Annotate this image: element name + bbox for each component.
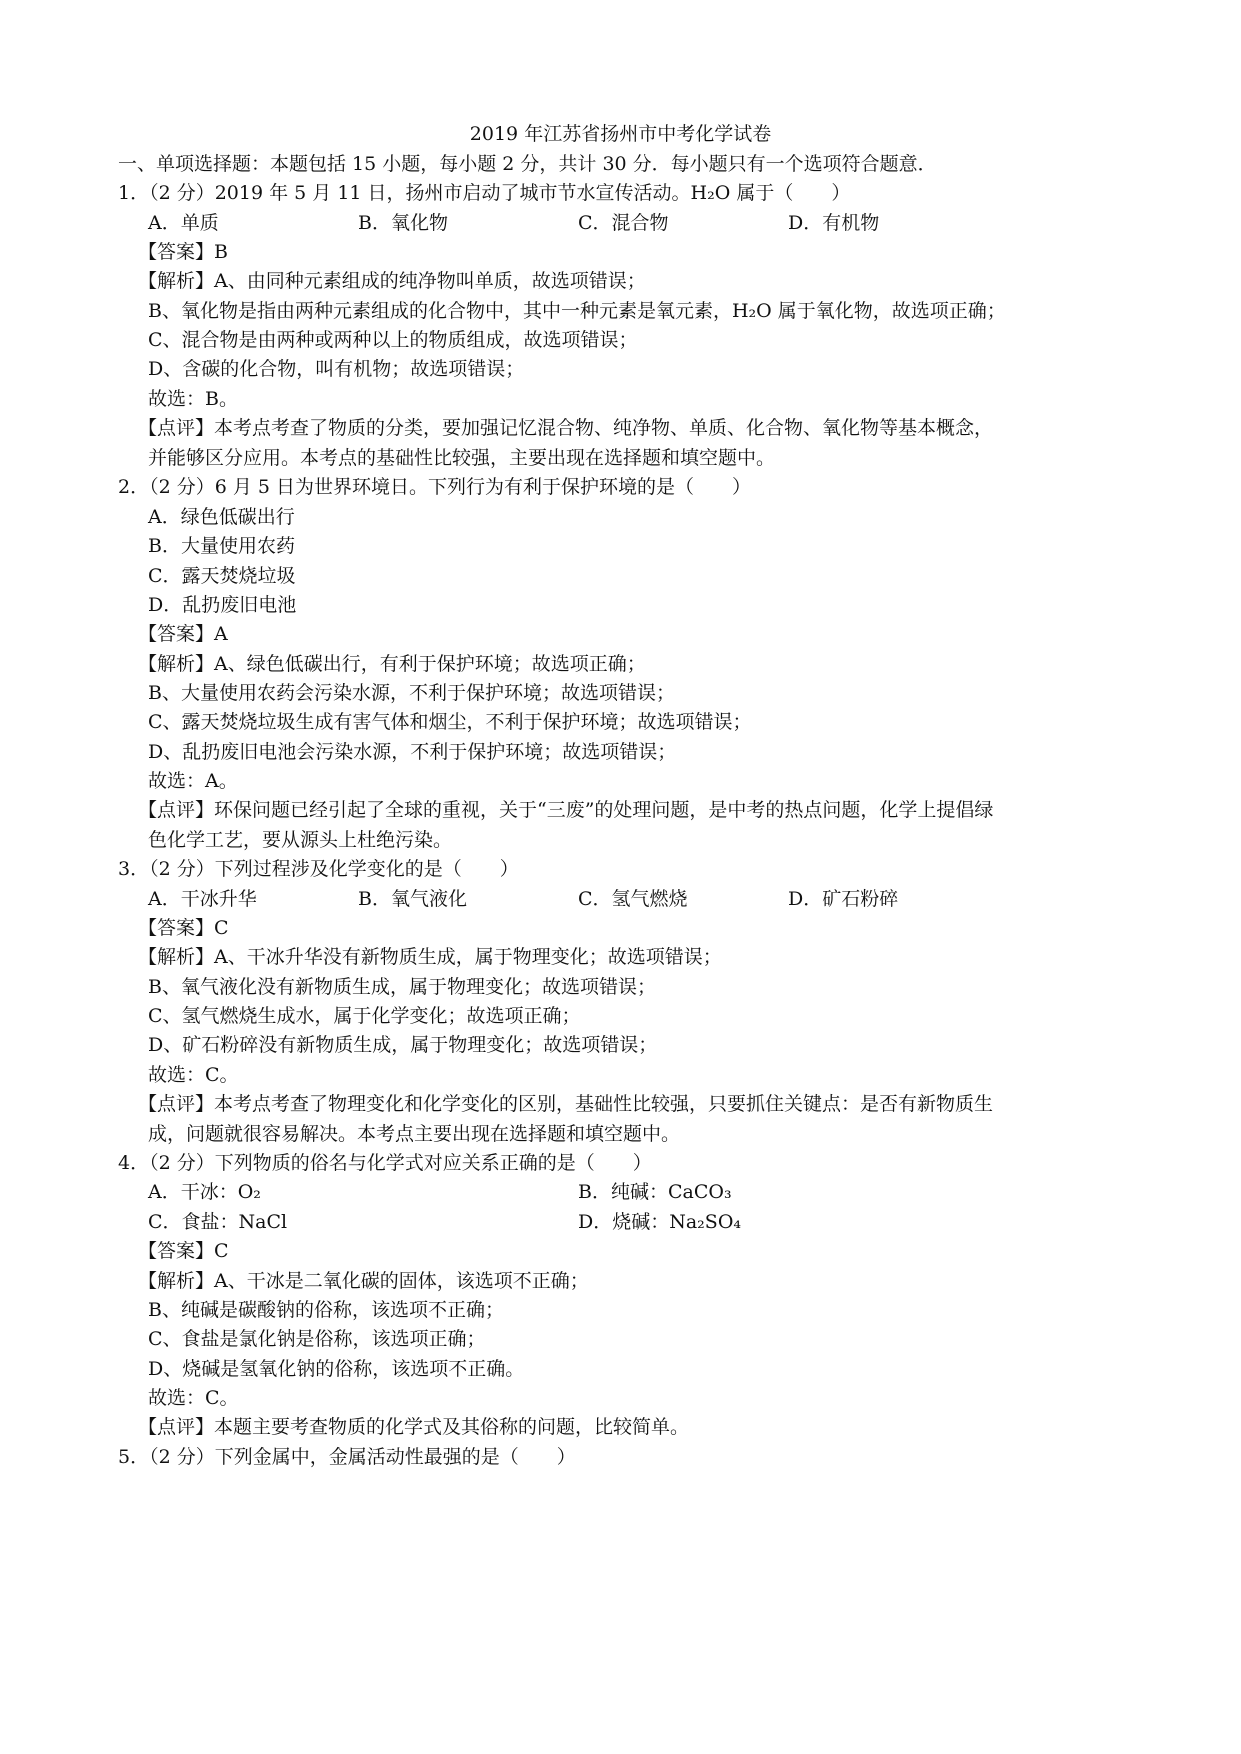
q3-stem: 3．（2 分）下列过程涉及化学变化的是（ ）: [118, 858, 519, 880]
q3-option-c: C．氢气燃烧: [578, 888, 688, 910]
q1-option-b: B．氧化物: [358, 212, 448, 234]
q4-option-b: B．纯碱：CaCO₃: [578, 1181, 732, 1203]
q4-stem: 4．（2 分）下列物质的俗名与化学式对应关系正确的是（ ）: [118, 1152, 652, 1174]
q3-option-a: A．干冰升华: [148, 888, 257, 910]
q3-option-b: B．氧气液化: [358, 888, 467, 910]
section-heading: 一、单项选择题：本题包括 15 小题，每小题 2 分，共计 30 分．每小题只有一个选项符合题意．: [118, 153, 937, 175]
q3-analysis-line: D、矿石粉碎没有新物质生成，属于物理变化；故选项错误；: [148, 1034, 658, 1056]
q2-answer: 【答案】A: [138, 623, 228, 645]
q3-analysis-line: 【解析】A、干冰升华没有新物质生成，属于物理变化；故选项错误；: [138, 946, 722, 968]
q3-comment-line: 【点评】本考点考查了物理变化和化学变化的区别，基础性比较强，只要抓住关键点：是否有新物质生: [138, 1093, 994, 1115]
q1-analysis-line: C、混合物是由两种或两种以上的物质组成，故选项错误；: [148, 329, 638, 351]
q2-analysis-line: 【解析】A、绿色低碳出行，有利于保护环境；故选项正确；: [138, 653, 646, 675]
q1-answer: 【答案】B: [138, 241, 228, 263]
q1-analysis-line: D、含碳的化合物，叫有机物；故选项错误；: [148, 358, 525, 380]
q2-analysis-line: C、露天焚烧垃圾生成有害气体和烟尘，不利于保护环境；故选项错误；: [148, 711, 752, 733]
q2-analysis-line: 故选：A。: [148, 770, 238, 792]
q3-option-d: D．矿石粉碎: [788, 888, 899, 910]
q2-option-b: B．大量使用农药: [148, 535, 295, 557]
q3-analysis-line: 故选：C。: [148, 1064, 239, 1086]
q1-analysis-line: 【解析】A、由同种元素组成的纯净物叫单质，故选项错误；: [138, 270, 646, 292]
q2-comment-line: 色化学工艺，要从源头上杜绝污染。: [148, 829, 453, 851]
q1-stem: 1．（2 分）2019 年 5 月 11 日，扬州市启动了城市节水宣传活动。H₂O 属于（ ）: [118, 182, 851, 204]
q2-analysis-line: B、大量使用农药会污染水源，不利于保护环境；故选项错误；: [148, 682, 675, 704]
q2-analysis-line: D、乱扔废旧电池会污染水源，不利于保护环境；故选项错误；: [148, 741, 677, 763]
q1-option-c: C．混合物: [578, 212, 669, 234]
page-title: 2019 年江苏省扬州市中考化学试卷: [469, 123, 772, 145]
q4-analysis-line: 故选：C。: [148, 1387, 239, 1409]
q4-answer: 【答案】C: [138, 1240, 229, 1262]
q4-analysis-line: 【解析】A、干冰是二氧化碳的固体，该选项不正确；: [138, 1270, 589, 1292]
q2-option-d: D．乱扔废旧电池: [148, 594, 297, 616]
q1-option-a: A．单质: [148, 212, 219, 234]
q1-analysis-line: 故选：B。: [148, 388, 238, 410]
q4-option-d: D．烧碱：Na₂SO₄: [578, 1211, 742, 1233]
q1-comment-line: 【点评】本考点考查了物质的分类，要加强记忆混合物、纯净物、单质、化合物、氧化物等基本概念，: [138, 417, 994, 439]
q4-analysis-line: D、烧碱是氢氧化钠的俗称，该选项不正确。: [148, 1358, 525, 1380]
q1-analysis-line: B、氧化物是指由两种元素组成的化合物中，其中一种元素是氧元素，H₂O 属于氧化物，故选项正确；: [148, 300, 1006, 322]
q3-analysis-line: B、氧气液化没有新物质生成，属于物理变化；故选项错误；: [148, 976, 656, 998]
q2-option-a: A．绿色低碳出行: [148, 506, 295, 528]
q1-option-d: D．有机物: [788, 212, 880, 234]
q5-stem: 5．（2 分）下列金属中，金属活动性最强的是（ ）: [118, 1446, 576, 1468]
q4-comment-line: 【点评】本题主要考查物质的化学式及其俗称的问题，比较简单。: [138, 1416, 690, 1438]
q4-option-c: C．食盐：NaCl: [148, 1211, 288, 1233]
q1-comment-line: 并能够区分应用。本考点的基础性比较强，主要出现在选择题和填空题中。: [148, 447, 776, 469]
q3-answer: 【答案】C: [138, 917, 229, 939]
q4-analysis-line: B、纯碱是碳酸钠的俗称，该选项不正确；: [148, 1299, 504, 1321]
q3-analysis-line: C、氢气燃烧生成水，属于化学变化；故选项正确；: [148, 1005, 581, 1027]
q3-comment-line: 成，问题就很容易解决。本考点主要出现在选择题和填空题中。: [148, 1123, 681, 1145]
q2-option-c: C．露天焚烧垃圾: [148, 565, 296, 587]
q2-stem: 2．（2 分）6 月 5 日为世界环境日。下列行为有利于保护环境的是（ ）: [118, 476, 752, 498]
q2-comment-line: 【点评】环保问题已经引起了全球的重视，关于“三废”的处理问题，是中考的热点问题，化学上提倡绿: [138, 799, 994, 821]
q4-analysis-line: C、食盐是氯化钠是俗称，该选项正确；: [148, 1328, 486, 1350]
q4-option-a: A．干冰：O₂: [148, 1181, 261, 1203]
